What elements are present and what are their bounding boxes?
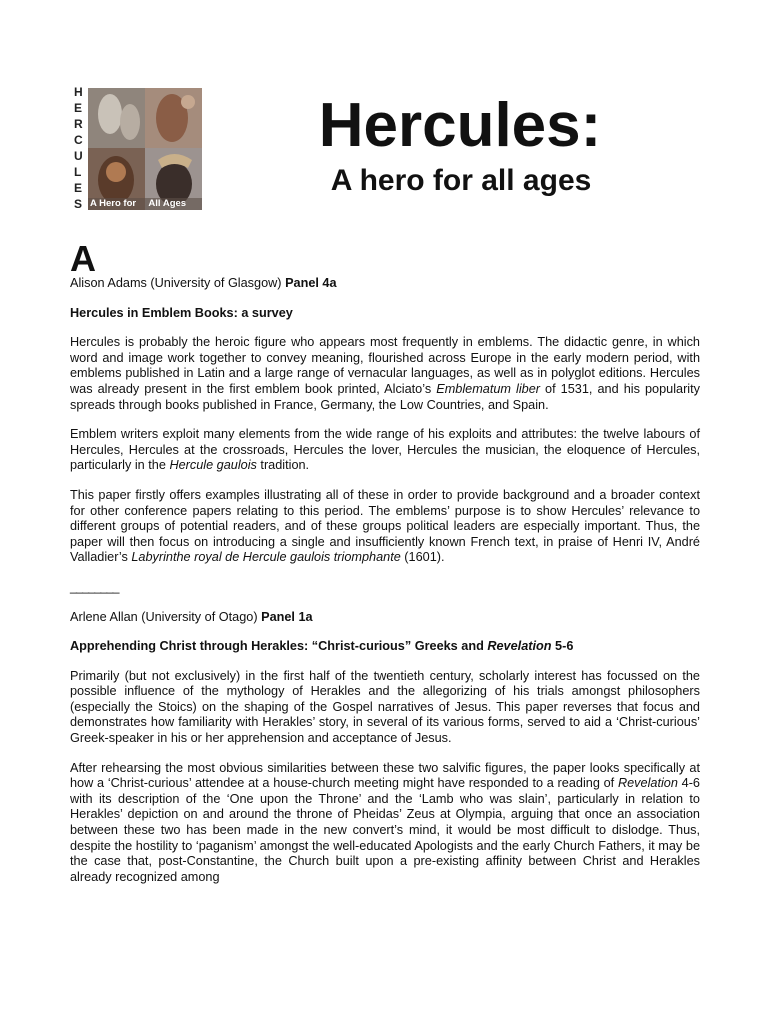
hercules-collage-image (88, 88, 202, 210)
paragraph-text: After rehearsing the most obvious similarities between these two salvific figures, the paper looks specifically at how a ‘Christ-curious’ attendee at a house-church meeting might have responded to a reading of (70, 760, 700, 791)
page-subtitle: A hero for all ages (330, 164, 592, 197)
paragraph-italic: Emblematum liber (436, 381, 540, 396)
author-line (70, 610, 700, 626)
logo-letter: H (74, 85, 83, 99)
logo-caption-left: A Hero for (90, 198, 137, 209)
logo-letter: L (74, 165, 82, 179)
logo-letter: E (74, 181, 83, 195)
abstracts-content (70, 276, 700, 899)
paragraph-text: tradition. (256, 458, 310, 473)
paragraph-text: Hercules is probably the heroic figure who appears most frequently in emblems. The didactic genre, in which word and image work together to convey meaning, flourished across Europe in the early modern period, with emblems published in Latin and a large range of vernacular languages, as well as in polyglot editions. Hercules was already present in the first emblem book printed, Alciato’s (70, 335, 700, 396)
logo-caption-right: All Ages (148, 198, 187, 209)
abstract-paragraph: Primarily (but not exclusively) in the first half of the twentieth century, scholarly interest has focussed on the possible influence of the mythology of Herakles and the allegorizing of his trials amongst philosophers (especially the Stoics) on the shaping of the Gospel narratives of Jesus. This paper reverses that focus and demonstrates how familiarity with Herakles’ story, in several of its various forms, served to aid a ‘Christ-curious’ Greek-speaker in his or her apprehension and acceptance of Jesus. (70, 668, 700, 746)
paper-title-italic: Revelation (487, 639, 552, 654)
paragraph-italic: Revelation (617, 776, 678, 791)
page-title: Hercules: (318, 91, 602, 160)
logo-caption (90, 198, 196, 209)
separator-rule: ________ (70, 579, 119, 594)
logo-letter: R (74, 117, 83, 131)
section-letter: A (70, 238, 96, 279)
paper-title-text: Apprehending Christ through Herakles: “Christ-curious” Greeks and (70, 639, 488, 654)
author-name: Arlene Allan (University of Otago) (70, 609, 258, 624)
logo-vertical-letters (74, 86, 88, 210)
conference-logo (74, 86, 204, 210)
paragraph-text: of 1531, and his popularity spreads through books published in France, Germany, the Low Countries, and Spain. (70, 381, 700, 412)
paragraph-text: (1601). (400, 550, 445, 565)
paper-title (70, 639, 700, 655)
paper-title: Hercules in Emblem Books: a survey (70, 305, 293, 320)
abstract-entry (70, 276, 700, 596)
abstract-paragraph (70, 488, 700, 566)
abstract-paragraph (70, 427, 700, 474)
panel-label: Panel 4a (285, 276, 337, 290)
logo-letter: E (74, 101, 83, 115)
author-line (70, 276, 700, 292)
abstract-paragraph (70, 761, 700, 886)
abstract-entry (70, 610, 700, 886)
paragraph-text: This paper firstly offers examples illustrating all of these in order to provide background and a broader context for other conference papers relating to this period. The emblems’ purpose is to show Hercules’ relevance to different groups of potential readers, and of these groups political leaders are especially important. Thus, the paper will then focus on introducing a single and insufficiently known French text, in praise of Henri IV, André Valladier’s (70, 487, 700, 565)
paragraph-text: Emblem writers exploit many elements from the wide range of his exploits and attributes: the twelve labours of Hercules, Hercules at the crossroads, Hercules the lover, Hercules the musician, the eloquence of Hercules, particularly in the (70, 427, 700, 473)
logo-letter: U (74, 149, 83, 163)
logo-letter: C (74, 133, 83, 147)
author-name: Alison Adams (University of Glasgow) (70, 276, 282, 290)
panel-label: Panel 1a (261, 609, 313, 624)
paragraph-italic: Hercule gaulois (169, 458, 257, 473)
logo-letter: S (74, 197, 83, 211)
abstract-paragraph (70, 335, 700, 413)
paragraph-italic: Labyrinthe royal de Hercule gaulois triomphante (131, 550, 401, 565)
paragraph-text: 4-6 with its description of the ‘One upon the Throne’ and the ‘Lamb who was slain’, particularly in relation to Herakles’ depiction on and around the throne of Pheidas’ Zeus at Olympia, arguing that once an association between these two has been made in the new convert’s mind, it would be most difficult to dislodge. Thus, despite the hostility to ‘paganism’ amongst the well-educated Apologists and the early Church Fathers, it may be the case that, post-Constantine, the Church built upon a pre-existing affinity between Christ and Herakles already recognized among (70, 776, 700, 884)
paper-title-text: 5-6 (551, 639, 574, 654)
